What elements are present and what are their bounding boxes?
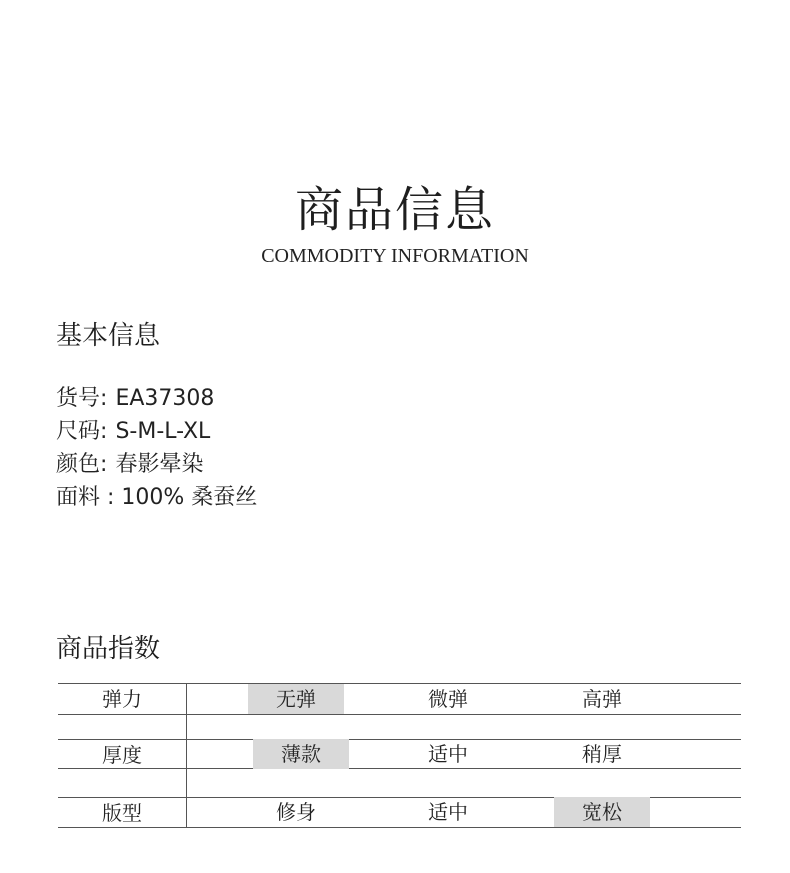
index-label-fit: 版型 bbox=[102, 801, 142, 825]
info-separator: : bbox=[100, 485, 122, 510]
page-title: 商品信息 bbox=[294, 182, 495, 238]
index-option-thickness-1: 适中 bbox=[428, 742, 468, 766]
product-index-table bbox=[58, 683, 741, 828]
index-option-fit-2: 宽松 bbox=[554, 797, 650, 827]
info-separator: : bbox=[100, 452, 108, 477]
index-option-thickness-2: 稍厚 bbox=[582, 742, 622, 766]
product-index-heading: 商品指数 bbox=[56, 634, 161, 664]
index-option-elasticity-2: 高弹 bbox=[582, 687, 622, 711]
info-label: 面料 bbox=[56, 485, 101, 510]
basic-info-heading: 基本信息 bbox=[56, 321, 161, 351]
table-column-divider bbox=[186, 683, 187, 828]
info-row-size bbox=[56, 415, 257, 448]
table-divider bbox=[58, 714, 741, 715]
info-label: 货号 bbox=[56, 386, 101, 411]
info-label: 尺码 bbox=[56, 419, 101, 444]
info-separator: : bbox=[100, 419, 108, 444]
index-option-thickness-0: 薄款 bbox=[253, 739, 349, 769]
index-label-thickness: 厚度 bbox=[102, 743, 142, 767]
info-row-item-number bbox=[56, 382, 257, 415]
info-value: 春影晕染 bbox=[115, 452, 204, 477]
index-option-fit-1: 适中 bbox=[428, 800, 468, 824]
basic-info-list bbox=[56, 382, 257, 514]
info-row-fabric bbox=[56, 481, 257, 514]
info-label: 颜色 bbox=[56, 452, 101, 477]
index-option-fit-0: 修身 bbox=[276, 800, 316, 824]
info-value: EA37308 bbox=[115, 386, 215, 411]
index-option-elasticity-1: 微弹 bbox=[428, 687, 468, 711]
index-label-elasticity: 弹力 bbox=[102, 687, 142, 711]
info-separator: : bbox=[100, 386, 108, 411]
page-subtitle: COMMODITY INFORMATION bbox=[261, 245, 529, 267]
index-option-elasticity-0: 无弹 bbox=[248, 684, 344, 714]
info-value: S-M-L-XL bbox=[115, 419, 211, 444]
info-row-color bbox=[56, 448, 257, 481]
info-value: 100% 桑蚕丝 bbox=[121, 485, 258, 510]
